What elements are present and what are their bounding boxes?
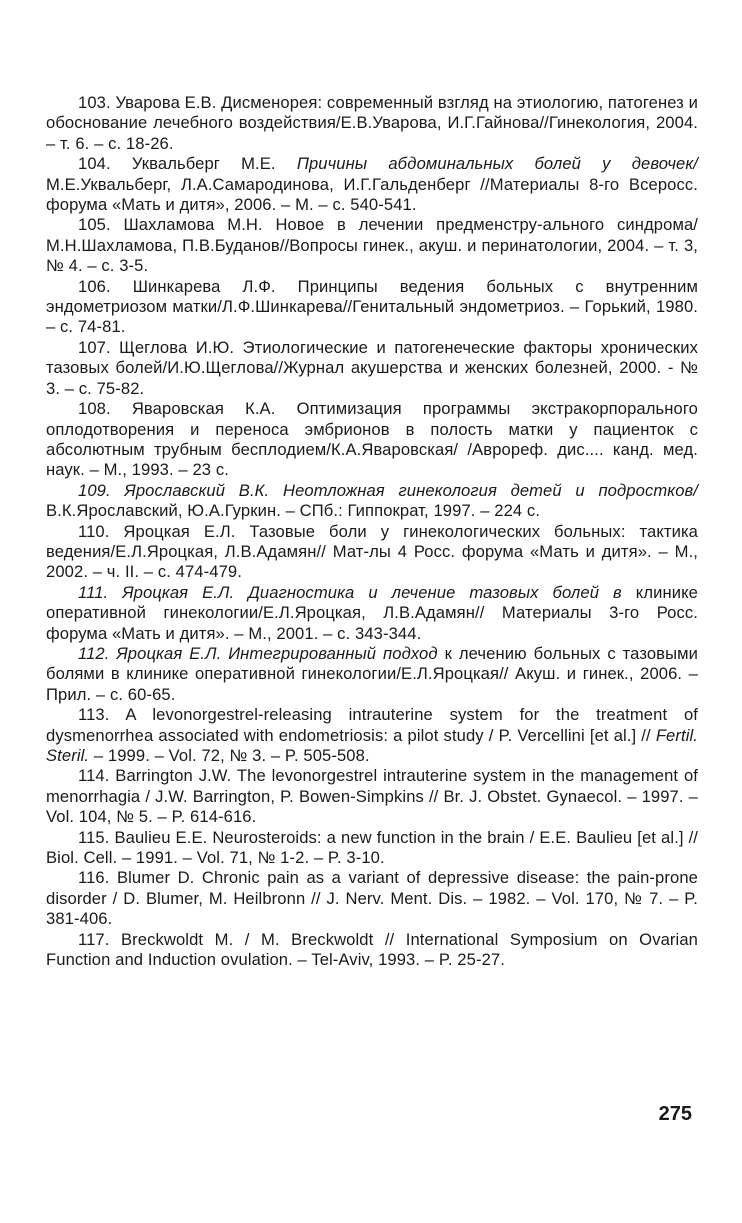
reference-list bbox=[46, 93, 698, 970]
reference-item: 103. Уварова Е.В. Дисменорея: современный взгляд на этиологию, патогенез и обоснование лечебного воздействия/Е.В.Уварова, И.Г.Гайнова//Гинекология, 2004. – т. 6. – с. 18-26. bbox=[46, 93, 698, 153]
reference-item: 114. Barrington J.W. The levonorgestrel intrauterine system in the management of menorrhagia / J.W. Barrington, P. Bowen-Simpkins // Br. J. Obstet. Gynaecol. – 1997. – Vol. 104, № 5. – P. 614-616. bbox=[46, 766, 698, 827]
page-number: 275 bbox=[658, 1103, 692, 1125]
reference-item: 113. A levonorgestrel-releasing intrauterine system for the treatment of dysmenorrhea associated with endometriosis: a pilot study / P. Vercellini [et al.] // Fertil. Steril. – 1999. – Vol. 72, № 3. – P. 505-508. bbox=[46, 705, 698, 765]
reference-item: 108. Яваровская К.А. Оптимизация программы экстракорпорального оплодотворения и переноса эмбрионов в полость матки у пациенток с абсолютным трубным бесплодием/К.А.Яваровская/ /Аврореф. дис.... канд. мед. наук. – М., 1993. – 23 с. bbox=[46, 399, 698, 480]
reference-item: 105. Шахламова М.Н. Новое в лечении предменстру-ального синдрома/М.Н.Шахламова, П.В.Буданов//Вопросы гинек., акуш. и перинатологии, 2004. – т. 3, № 4. – с. 3-5. bbox=[46, 215, 698, 276]
reference-item: 109. Ярославский В.К. Неотложная гинекология детей и подростков/ В.К.Ярославский, Ю.А.Гуркин. – СПб.: Гиппократ, 1997. – 224 с. bbox=[46, 480, 698, 521]
reference-item: 111. Яроцкая Е.Л. Диагностика и лечение тазовых болей в клинике оперативной гинекологии/Е.Л.Яроцкая, Л.В.Адамян// Материалы 3-го Росс. форума «Мать и дитя». – М., 2001. – с. 343-344. bbox=[46, 582, 698, 643]
reference-item: 115. Baulieu E.E. Neurosteroids: a new function in the brain / E.E. Baulieu [et al.] // Biol. Cell. – 1991. – Vol. 71, № 1-2. – P. 3-10. bbox=[46, 827, 698, 868]
reference-item: 117. Breckwoldt M. / M. Breckwoldt // International Symposium on Ovarian Function and Induction ovulation. – Tel-Aviv, 1993. – P. 25-27. bbox=[46, 929, 698, 970]
reference-item: 110. Яроцкая Е.Л. Тазовые боли у гинекологических больных: тактика ведения/Е.Л.Яроцкая, Л.В.Адамян// Мат-лы 4 Росс. форума «Мать и дитя». – М., 2002. – ч. II. – с. 474-479. bbox=[46, 521, 698, 582]
reference-item: 104. Уквальберг М.Е. Причины абдоминальных болей у девочек/ М.Е.Уквальберг, Л.А.Самародинова, И.Г.Гальденберг //Материалы 8-го Всеросс. форума «Мать и дитя», 2006. – М. – с. 540-541. bbox=[46, 154, 698, 215]
reference-item: 112. Яроцкая Е.Л. Интегрированный подход к лечению больных с тазовыми болями в клинике оперативной гинекологии/Е.Л.Яроцкая// Акуш. и гинек., 2006. – Прил. – с. 60-65. bbox=[46, 643, 698, 704]
reference-item: 106. Шинкарева Л.Ф. Принципы ведения больных с внутренним эндометриозом матки/Л.Ф.Шинкарева//Генитальный эндометриоз. – Горький, 1980. – с. 74-81. bbox=[46, 276, 698, 337]
reference-item: 107. Щеглова И.Ю. Этиологические и патогенеческие факторы хронических тазовых болей/И.Ю.Щеглова//Журнал акушерства и женских болезней, 2000. - № 3. – с. 75-82. bbox=[46, 337, 698, 398]
reference-item: 116. Blumer D. Chronic pain as a variant of depressive disease: the pain-prone disorder / D. Blumer, M. Heilbronn // J. Nerv. Ment. Dis. – 1982. – Vol. 170, № 7. – P. 381-406. bbox=[46, 868, 698, 929]
